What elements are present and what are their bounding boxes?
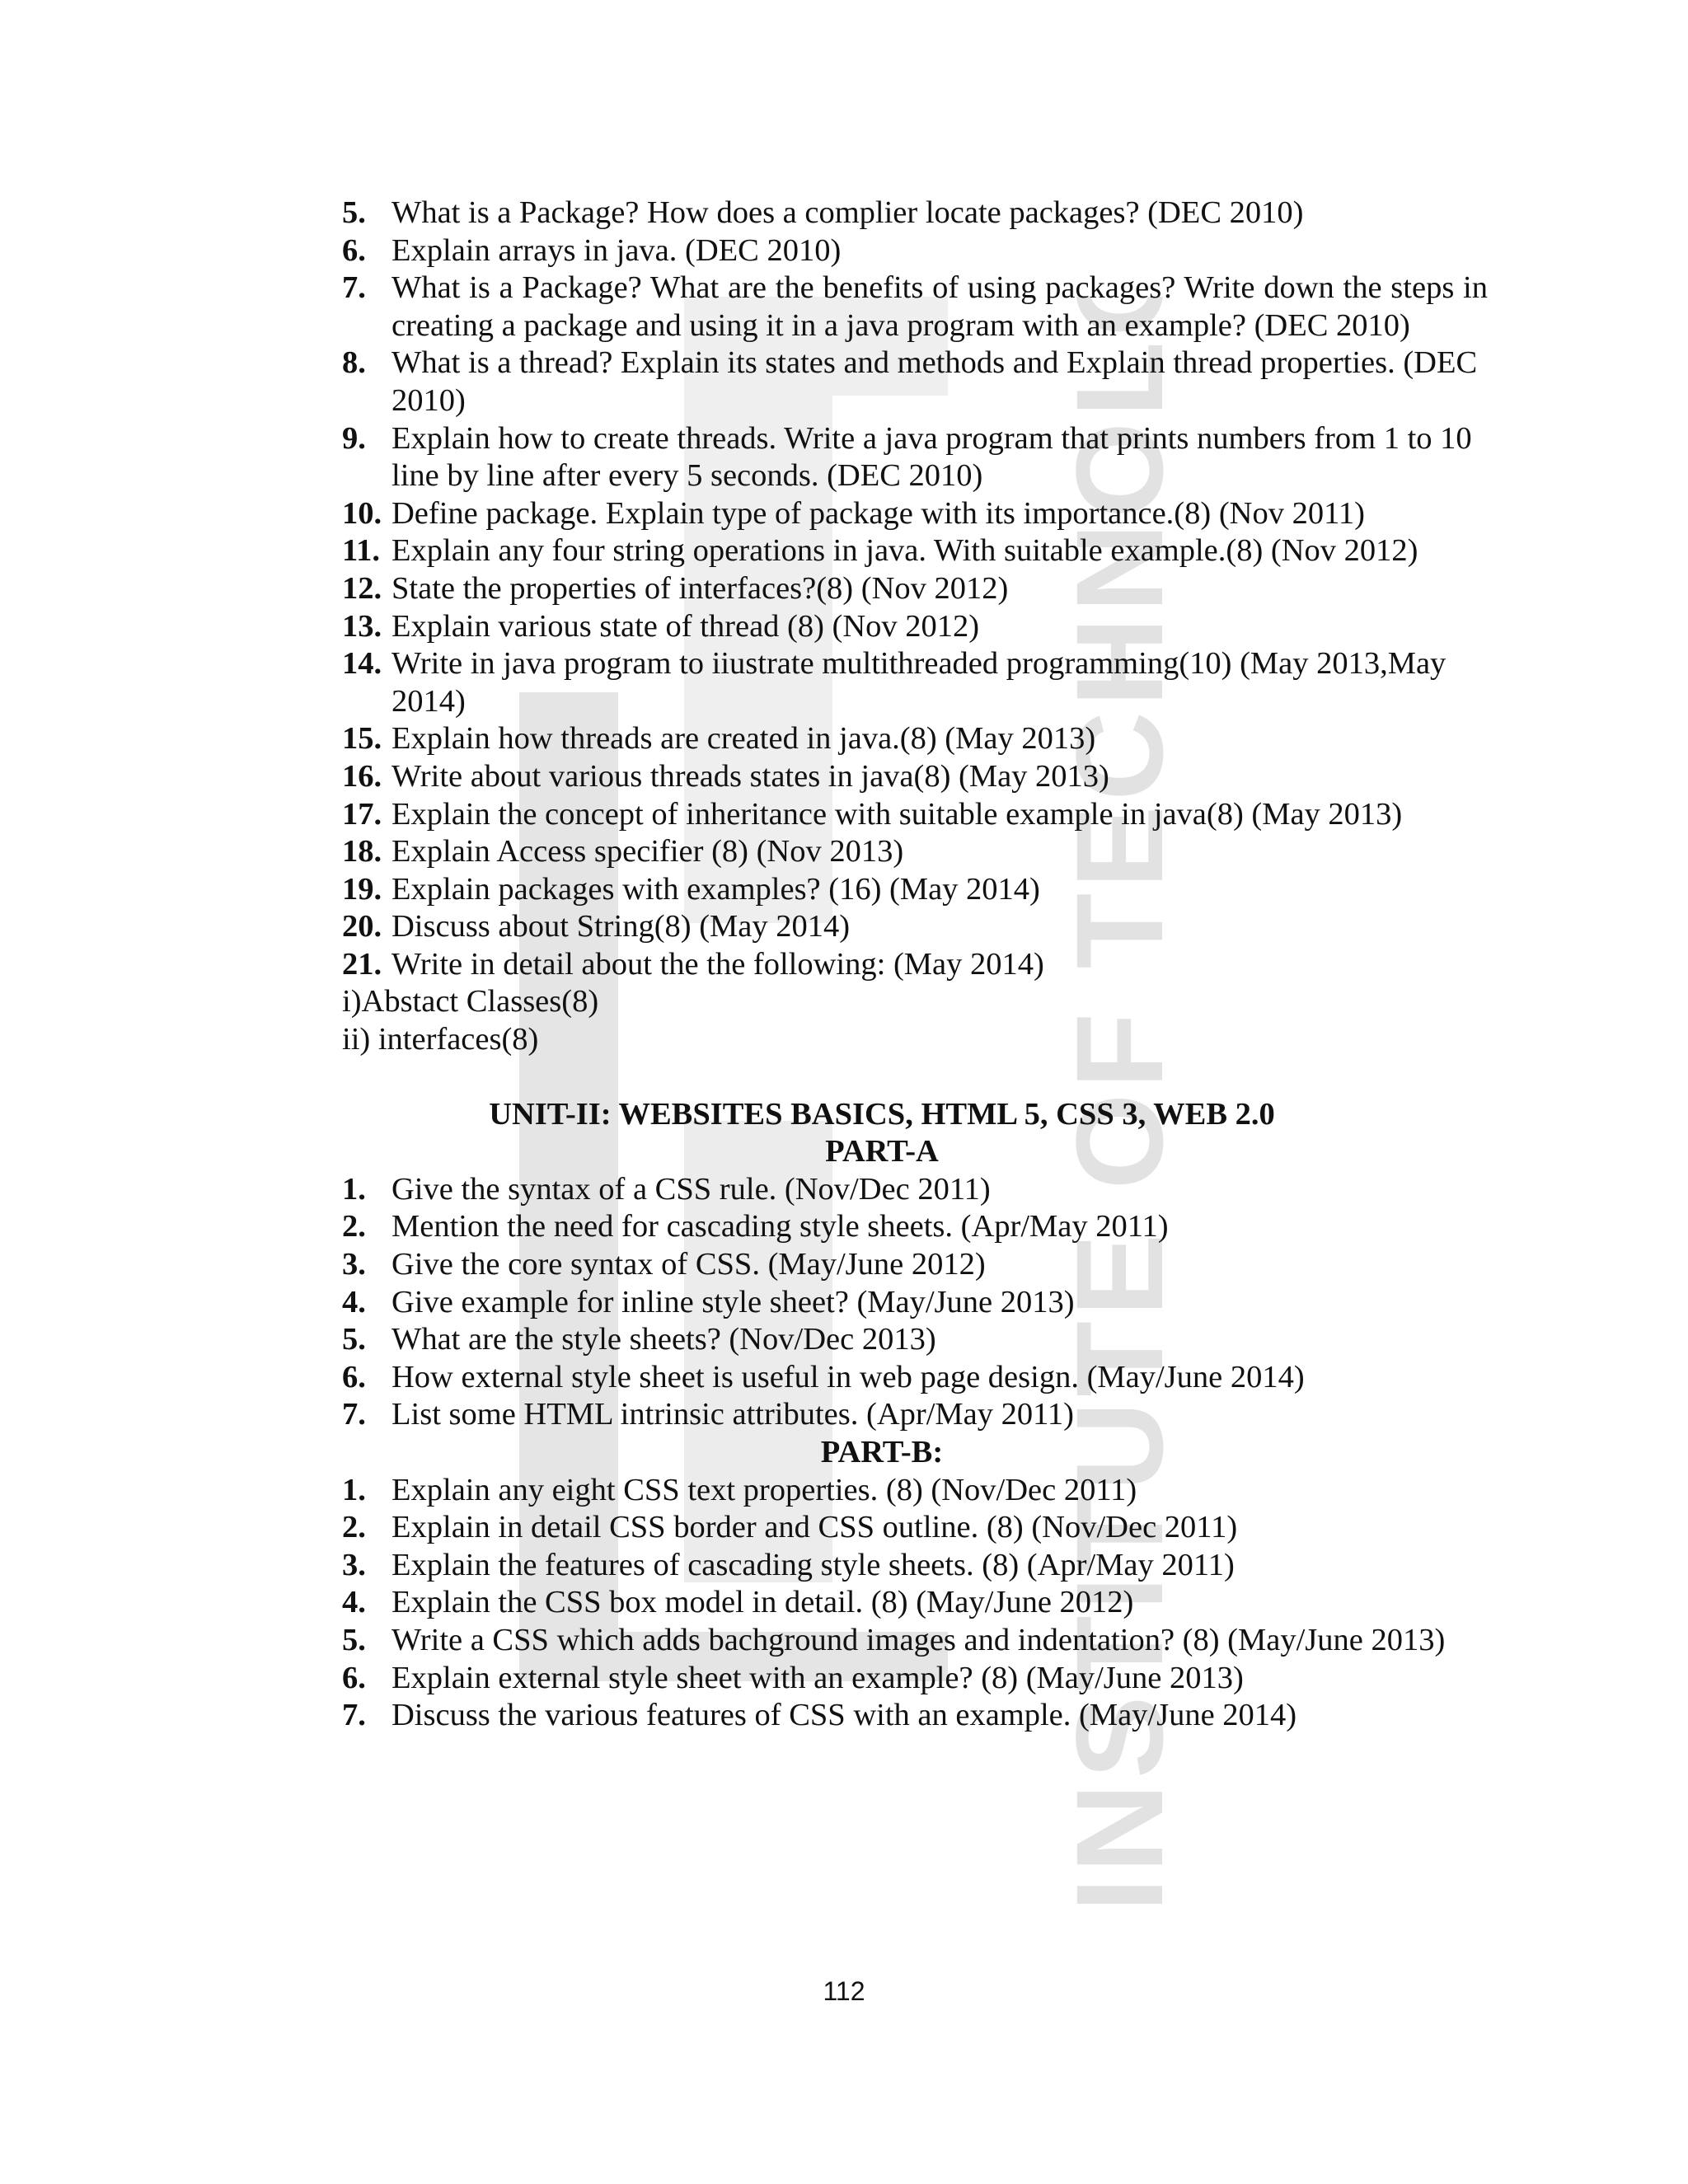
question-text: Explain any four string operations in java. With suitable example.(8) (Nov 2012) bbox=[392, 533, 1418, 569]
sub-item bbox=[342, 1021, 1488, 1059]
question-number: 2. bbox=[342, 1510, 366, 1545]
question-number: 5. bbox=[342, 1622, 366, 1657]
question-text: What is a Package? How does a complier locate packages? (DEC 2010) bbox=[392, 195, 1304, 230]
question-number: 5. bbox=[342, 1322, 366, 1357]
question-text: What is a Package? What are the benefits of using packages? Write down the steps in creating a package and using it in a java program with an example? (DEC 2010) bbox=[392, 270, 1488, 343]
question-item bbox=[342, 1396, 1488, 1434]
question-item bbox=[342, 645, 1488, 720]
question-number: 17. bbox=[342, 796, 382, 832]
question-number: 13. bbox=[342, 608, 382, 644]
question-number: 1. bbox=[342, 1472, 366, 1507]
question-text: Explain how threads are created in java.(8) (May 2013) bbox=[392, 721, 1096, 757]
question-text: Explain arrays in java. (DEC 2010) bbox=[392, 232, 842, 268]
question-item bbox=[342, 1622, 1488, 1660]
question-item bbox=[342, 269, 1488, 344]
part-a-heading: PART-A bbox=[825, 1134, 939, 1169]
watermark-text: INSTITUTE OF TECHNOLOGY bbox=[1050, 297, 1189, 1904]
question-number: 15. bbox=[342, 721, 382, 757]
sub-item-text: ii) interfaces(8) bbox=[342, 1022, 539, 1057]
question-item bbox=[342, 1359, 1488, 1397]
question-item bbox=[342, 871, 1488, 909]
question-number: 20. bbox=[342, 909, 382, 944]
question-text: Write in detail about the the following: (May 2014) bbox=[392, 946, 1044, 982]
question-list bbox=[342, 194, 1488, 1735]
question-number: 18. bbox=[342, 834, 382, 869]
question-number: 9. bbox=[342, 420, 366, 456]
question-text: Write in java program to iiustrate multithreaded programming(10) (May 2013,May 2014) bbox=[392, 646, 1447, 719]
sub-item bbox=[342, 983, 1488, 1021]
question-item bbox=[342, 532, 1488, 570]
question-item bbox=[342, 720, 1488, 758]
question-item bbox=[342, 232, 1488, 270]
question-text: Give the core syntax of CSS. (May/June 2012) bbox=[392, 1247, 986, 1282]
question-text: Explain how to create threads. Write a java program that prints numbers from 1 to 10 line by line after every 5 seconds. (DEC 2010) bbox=[392, 420, 1472, 494]
question-number: 11. bbox=[342, 533, 381, 569]
question-text: Give the syntax of a CSS rule. (Nov/Dec 2011) bbox=[392, 1171, 991, 1207]
question-number: 8. bbox=[342, 345, 366, 381]
question-item bbox=[342, 194, 1488, 232]
question-number: 5. bbox=[342, 195, 366, 230]
question-text: Discuss about String(8) (May 2014) bbox=[392, 909, 851, 944]
question-item bbox=[342, 1660, 1488, 1698]
question-text: Discuss the various features of CSS with an example. (May/June 2014) bbox=[392, 1698, 1297, 1733]
question-number: 1. bbox=[342, 1171, 366, 1207]
question-number: 7. bbox=[342, 1397, 366, 1432]
question-text: What are the style sheets? (Nov/Dec 2013) bbox=[392, 1322, 936, 1357]
question-number: 3. bbox=[342, 1547, 366, 1582]
question-item bbox=[342, 758, 1488, 796]
unit-heading: UNIT-II: WEBSITES BASICS, HTML 5, CSS 3, WEB 2.0 bbox=[489, 1096, 1275, 1132]
question-item bbox=[342, 420, 1488, 495]
question-number: 3. bbox=[342, 1247, 366, 1282]
question-item bbox=[342, 1171, 1488, 1209]
question-text: Explain external style sheet with an example? (8) (May/June 2013) bbox=[392, 1660, 1244, 1695]
question-text: Give example for inline style sheet? (May/June 2013) bbox=[392, 1284, 1075, 1319]
question-item bbox=[342, 1584, 1488, 1622]
question-text: Mention the need for cascading style sheets. (Apr/May 2011) bbox=[392, 1209, 1169, 1244]
question-item bbox=[342, 796, 1488, 834]
question-text: Explain any eight CSS text properties. (8) (Nov/Dec 2011) bbox=[392, 1472, 1137, 1507]
sub-item-text: i)Abstact Classes(8) bbox=[342, 984, 599, 1019]
question-number: 12. bbox=[342, 570, 382, 606]
question-number: 6. bbox=[342, 1660, 366, 1695]
unit-i-part-b-list bbox=[342, 194, 1488, 983]
question-text: Explain the concept of inheritance with suitable example in java(8) (May 2013) bbox=[392, 796, 1403, 832]
question-text: List some HTML intrinsic attributes. (Apr/May 2011) bbox=[392, 1397, 1074, 1432]
question-item bbox=[342, 1472, 1488, 1510]
question-text: What is a thread? Explain its states and methods and Explain thread properties. (DEC 2010) bbox=[392, 345, 1478, 418]
question-number: 7. bbox=[342, 270, 366, 306]
question-text: Explain various state of thread (8) (Nov 2012) bbox=[392, 608, 980, 644]
question-text: Explain the features of cascading style sheets. (8) (Apr/May 2011) bbox=[392, 1547, 1235, 1582]
question-item bbox=[342, 1284, 1488, 1322]
question-number: 7. bbox=[342, 1698, 366, 1733]
question-number: 4. bbox=[342, 1585, 366, 1620]
question-item bbox=[342, 1547, 1488, 1585]
part-b-list bbox=[342, 1472, 1488, 1735]
question-text: Write a CSS which adds bachground images and indentation? (8) (May/June 2013) bbox=[392, 1622, 1446, 1657]
question-number: 6. bbox=[342, 232, 366, 268]
question-text: Explain packages with examples? (16) (May 2014) bbox=[392, 871, 1040, 907]
spacer bbox=[342, 1059, 1488, 1096]
question-item bbox=[342, 1697, 1488, 1735]
question-number: 19. bbox=[342, 871, 382, 907]
question-item bbox=[342, 1321, 1488, 1359]
question-number: 2. bbox=[342, 1209, 366, 1244]
part-b-heading: PART-B: bbox=[820, 1435, 944, 1469]
question-number: 21. bbox=[342, 946, 382, 982]
question-item bbox=[342, 1208, 1488, 1246]
question-item bbox=[342, 1246, 1488, 1284]
question-text: How external style sheet is useful in web page design. (May/June 2014) bbox=[392, 1359, 1305, 1394]
question-item bbox=[342, 495, 1488, 533]
question-item bbox=[342, 1509, 1488, 1547]
question-number: 14. bbox=[342, 646, 382, 682]
question-item bbox=[342, 946, 1488, 984]
part-a-list bbox=[342, 1171, 1488, 1434]
question-item bbox=[342, 833, 1488, 871]
question-text: Explain in detail CSS border and CSS outline. (8) (Nov/Dec 2011) bbox=[392, 1510, 1238, 1545]
question-number: 10. bbox=[342, 495, 382, 531]
question-text: Explain Access specifier (8) (Nov 2013) bbox=[392, 834, 904, 869]
question-number: 16. bbox=[342, 758, 382, 794]
question-number: 4. bbox=[342, 1284, 366, 1319]
question-text: Write about various threads states in java(8) (May 2013) bbox=[392, 758, 1109, 794]
page-number: 112 bbox=[823, 1976, 865, 2006]
question-item bbox=[342, 344, 1488, 419]
question-text: Explain the CSS box model in detail. (8) (May/June 2012) bbox=[392, 1585, 1134, 1620]
question-item bbox=[342, 608, 1488, 646]
question-item bbox=[342, 570, 1488, 608]
question-text: State the properties of interfaces?(8) (Nov 2012) bbox=[392, 570, 1009, 606]
question-item bbox=[342, 908, 1488, 946]
question-number: 6. bbox=[342, 1359, 366, 1394]
question-text: Define package. Explain type of package with its importance.(8) (Nov 2011) bbox=[392, 495, 1365, 531]
